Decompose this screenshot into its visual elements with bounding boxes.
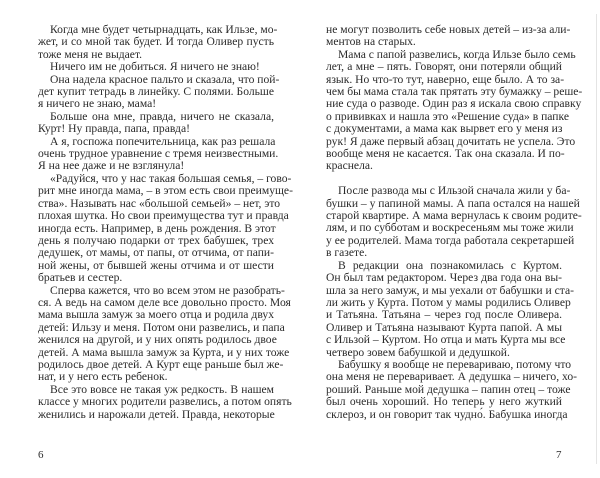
text-line: женился на другой, и у них опять родилось двое	[38, 333, 277, 347]
text-line: роший. Раньше мой дедушка – папин отец – тоже	[326, 382, 571, 396]
text-line: тоже меня не выдает.	[38, 47, 143, 61]
text-line: нат, и у него есть ребенок.	[38, 370, 168, 384]
text-line: Он был там редактором. Через два года она вы-	[326, 271, 562, 285]
text-line: детей. А мама вышла замуж за Курта, и у них тоже	[38, 345, 290, 359]
text-line: Мама с папой развелись, когда Ильзе было семь	[338, 47, 576, 61]
text-line: «Радуйся, что у нас такая большая семья, – гово-	[50, 171, 292, 185]
text-line: После развода мы с Ильзой сначала жили у ба-	[338, 184, 571, 198]
text-line: В редакции она познакомилась с Куртом.	[338, 258, 562, 272]
text-line: и Татьяна. Татьяна – через год после Оливера.	[326, 308, 562, 322]
text-line: Курт! Ну правда, папа, правда!	[38, 122, 190, 136]
text-line: Все это вовсе не такая уж редкость. В нашем	[50, 382, 274, 396]
text-line: она меня не переваривает. А дедушка – ничего, хо-	[326, 370, 578, 384]
text-line: иногда есть. Например, в день рождения. В этот	[38, 221, 276, 235]
text-line: плохая шутка. Но свои преимущества тут и правда	[38, 209, 289, 223]
text-line: не могут позволить себе новых детей – из-за али-	[326, 23, 571, 36]
text-line: краснела.	[326, 159, 373, 173]
text-line: был очень хороший. Но теперь у него жуткий	[326, 395, 562, 409]
text-line: Ничего им не добиться. Я ничего не знаю!	[50, 60, 260, 74]
text-line: детей: Ильзу и меня. Потом они развелись, и папа	[38, 320, 285, 334]
page-edge-line	[596, 14, 597, 464]
text-line: склероз, и он говорит так чудно́. Бабушка иногда	[326, 407, 568, 421]
text-line: мама вышла замуж за моего отца и родила двух	[38, 308, 274, 322]
text-line: старой квартире. А мама вернулась к своим родите-	[326, 209, 582, 223]
text-line: дедушек, от мамы, от папы, от отчима, от папи-	[38, 246, 274, 260]
text-line: ся. А ведь на самом деле все довольно просто. Моя	[38, 295, 291, 309]
right-page-text	[326, 23, 583, 421]
text-line: Я на нее даже и не взглянула!	[38, 159, 185, 173]
text-line: вообще меня не касается. Так она сказала. И по-	[326, 147, 565, 161]
text-line: А я, госпожа попечительница, как раз решала	[50, 134, 276, 148]
text-line: рит мне иногда мама, – в этом есть свои преимуще-	[38, 184, 293, 198]
text-line: рук! Я даже первый абзац дочитать не успела. Это	[326, 134, 576, 148]
text-line: я ничего не знаю, мама!	[38, 97, 157, 111]
text-line: у ее родителей. Мама тогда работала секретаршей	[326, 233, 575, 247]
text-line: очень трудное уравнение с тремя неизвестными.	[38, 147, 279, 161]
text-line: ства». Называть нас «большой семьей» – нет, это	[38, 196, 281, 210]
text-line: лет, а мне – пять. Говорят, они потеряли общий	[326, 60, 562, 74]
text-line: Больше она мне, правда, ничего не сказала,	[50, 109, 274, 123]
text-line: Она надела красное пальто и сказала, что пой-	[50, 72, 280, 86]
text-line: день я получаю подарки от трех бабушек, трех	[38, 233, 274, 247]
page-number-right: 7	[556, 449, 562, 461]
text-line: классе у многих родители развелись, а потом опять	[38, 395, 292, 409]
page-number-left: 6	[38, 449, 44, 461]
text-line: жет, и со мной так будет. И тогда Оливер пусть	[38, 35, 274, 49]
left-page-text	[38, 23, 293, 421]
text-line: с документами, а мама как вырвет его у меня из	[326, 122, 563, 136]
text-line: в газете.	[326, 246, 368, 260]
text-line: с Ильзой – Куртом. Но отца и мать Курта мы все	[326, 333, 566, 347]
text-line: ние суда о разводе. Один раз я искала свою справку	[326, 97, 582, 111]
text-line: шла за него замуж, и мы уехали от бабушки и ста-	[326, 283, 574, 297]
text-line: родилось двое детей. А Курт еще раньше был же-	[38, 357, 284, 371]
text-line: дет купит тетрадь в линейку. С полями. Больше	[38, 85, 274, 99]
text-line: женились и нарожали детей. Правда, некоторые	[38, 407, 275, 421]
text-line: лям, и по субботам и воскресеньям мы тоже жили	[326, 221, 574, 235]
text-line: Оливер и Татьяна называют Курта папой. А мы	[326, 320, 562, 334]
text-line: четверо зовем бабушкой и дедушкой.	[326, 345, 510, 359]
text-line: Сперва кажется, что во всем этом не разобрать-	[50, 283, 285, 297]
text-line: ной жены, от бывшей жены отчима и от шести	[38, 258, 274, 272]
text-line: ментов на старых.	[326, 35, 416, 49]
text-line: братьев и сестер.	[38, 271, 123, 285]
text-line: ли жить у Курта. Потом у мамы родились Оливер	[326, 295, 571, 309]
text-line: бушки – у папиной мамы. А папа остался на нашей	[326, 196, 580, 210]
text-line: язык. Но что-то тут, наверно, еще было. А то за-	[326, 72, 565, 86]
text-line: о прививках и нашла это «Решение суда» в папке	[326, 109, 569, 123]
text-line: Когда мне будет четырнадцать, как Ильзе, мо-	[50, 23, 278, 36]
text-line: чем бы мама стала так прятать эту бумажку – реше-	[326, 85, 583, 99]
text-line: Бабушку я вообще не перевариваю, потому что	[338, 357, 572, 371]
